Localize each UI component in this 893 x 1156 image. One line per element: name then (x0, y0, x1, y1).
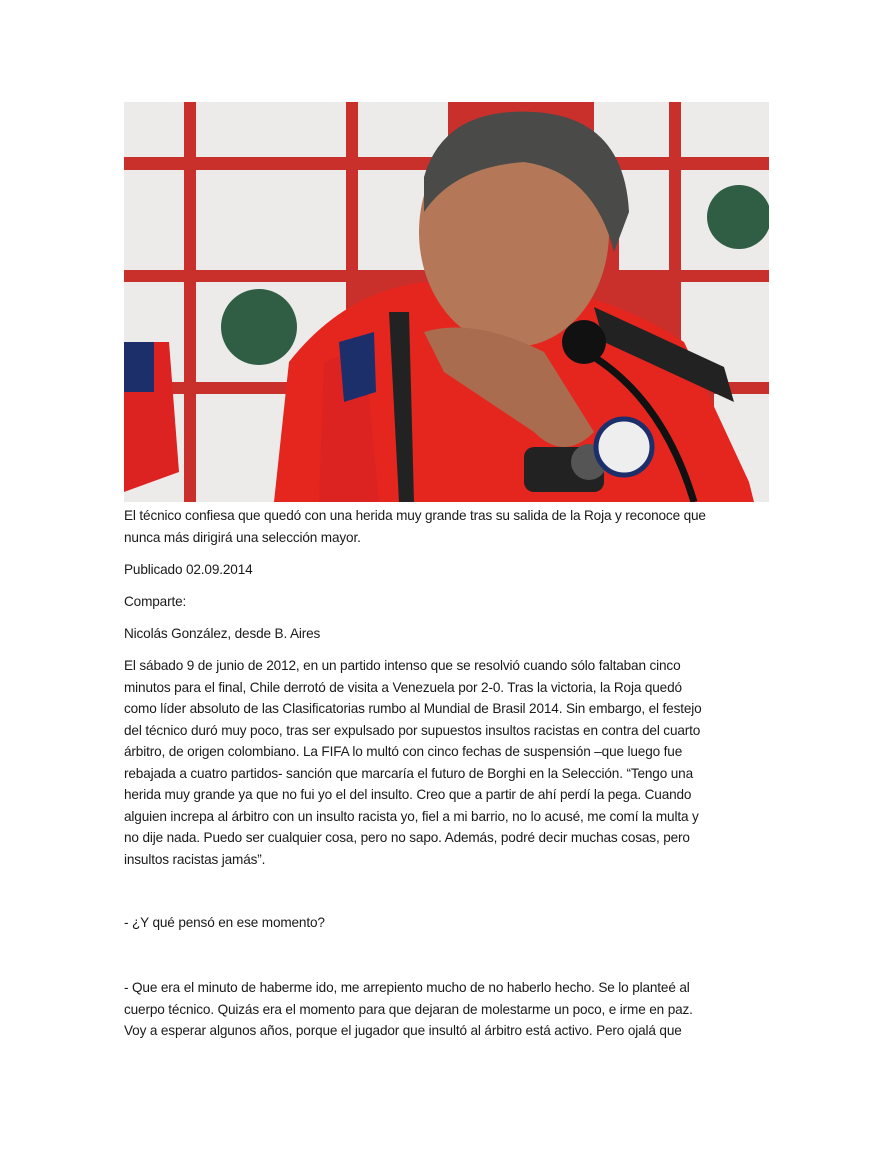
caption-line: El técnico confiesa que quedó con una herida muy grande tras su salida de la Roja y reconoce que (124, 508, 706, 523)
answer-line: - Que era el minuto de haberme ido, me arrepiento mucho de no haberlo hecho. Se lo planteé al (124, 980, 690, 995)
published-date: Publicado 02.09.2014 (124, 562, 253, 577)
share-label: Comparte: (124, 594, 187, 609)
byline: Nicolás González, desde B. Aires (124, 626, 321, 641)
press-conference-photo (124, 102, 769, 502)
body-line: El sábado 9 de junio de 2012, en un partido intenso que se resolvió cuando sólo faltaban cinco (124, 658, 681, 673)
body-line: minutos para el final, Chile derrotó de visita a Venezuela por 2-0. Tras la victoria, la Roja quedó (124, 680, 682, 695)
body-line: como líder absoluto de las Clasificatorias rumbo al Mundial de Brasil 2014. Sin embargo, el festejo (124, 701, 702, 716)
body-line: herida muy grande ya que no fui yo el del insulto. Creo que a partir de ahí perdí la pega. Cuando (124, 787, 692, 802)
body-line: insultos racistas jamás”. (124, 852, 266, 867)
body-line: árbitro, de origen colombiano. La FIFA lo multó con cinco fechas de suspensión –que luego fue (124, 744, 683, 759)
interview-question: - ¿Y qué pensó en ese momento? (124, 915, 325, 930)
body-line: no dije nada. Puedo ser cualquier cosa, pero no sapo. Además, podré decir muchas cosas, pero (124, 830, 690, 845)
answer-line: Voy a esperar algunos años, porque el jugador que insultó al árbitro está activo. Pero ojalá que (124, 1023, 682, 1038)
body-line: alguien increpa al árbitro con un insulto racista yo, fiel a mi barrio, no lo acusé, me comí la multa y (124, 809, 699, 824)
answer-line: cuerpo técnico. Quizás era el momento para que dejaran de molestarme un poco, e irme en paz. (124, 1002, 693, 1017)
body-line: del técnico duró muy poco, tras ser expulsado por supuestos insultos racistas en contra del cuarto (124, 723, 701, 738)
caption-line: nunca más dirigirá una selección mayor. (124, 530, 361, 545)
body-line: rebajada a cuatro partidos- sanción que marcaría el futuro de Borghi en la Selección. “Tengo una (124, 766, 693, 781)
